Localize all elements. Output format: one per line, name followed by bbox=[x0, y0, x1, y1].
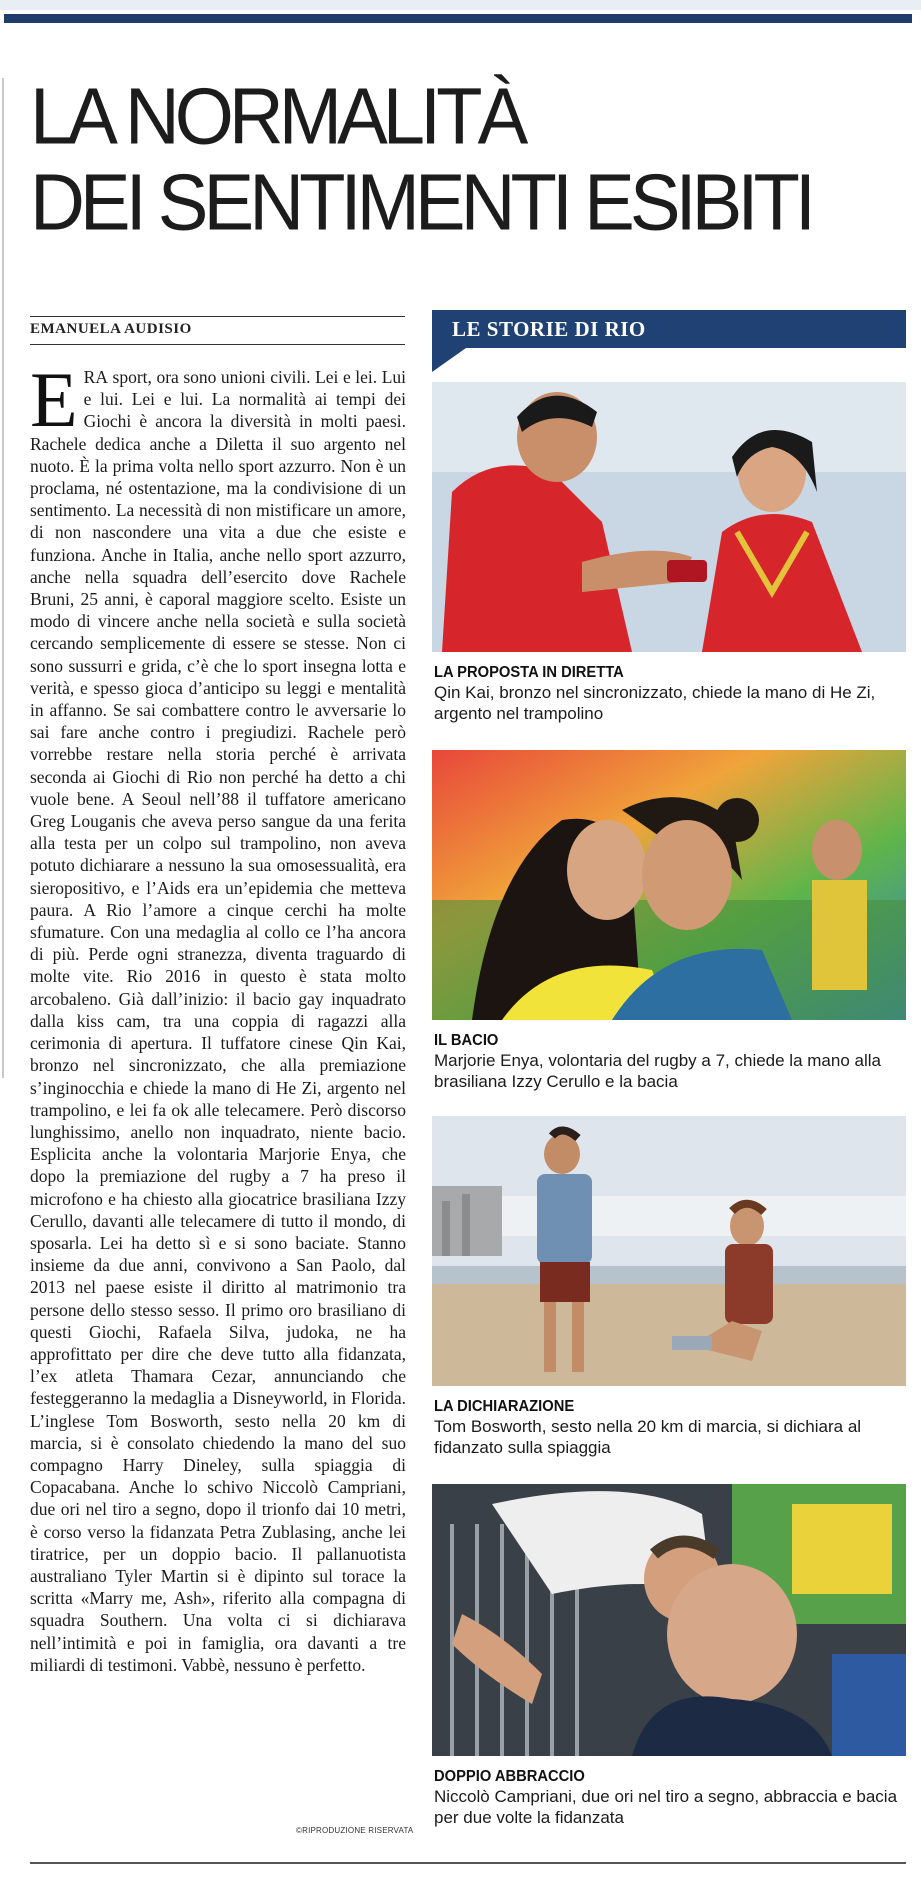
top-rule bbox=[4, 14, 912, 23]
photo-kiss bbox=[432, 750, 906, 1020]
story-caption-3: Tom Bosworth, sesto nella 20 km di marcia, si dichiara al fidanzato sulla spiaggia bbox=[434, 1417, 862, 1457]
photo-beach bbox=[432, 1116, 906, 1386]
photo-double-hug bbox=[432, 1484, 906, 1756]
story-title-3: LA DICHIARAZIONE bbox=[434, 1398, 575, 1415]
story-caption-2: Marjorie Enya, volontaria del rugby a 7, chiede la mano alla brasiliana Izzy Cerullo e la bacia bbox=[434, 1051, 881, 1091]
headline-line-1: LA NORMALITÀ bbox=[30, 71, 524, 162]
story-title-4: DOPPIO ABBRACCIO bbox=[434, 1768, 585, 1785]
story-caption-4: Niccolò Campriani, due ori nel tiro a segno, abbraccia e bacia per due volte la fidanzata bbox=[434, 1787, 898, 1827]
story-title-1: LA PROPOSTA IN DIRETTA bbox=[434, 664, 624, 681]
article-text: sport, ora sono unioni civili. Lei e lei. Lui e lui. Lei e lui. La normalità ai tempi dei Giochi è ancora la diversità in molti paesi. Rachele dedica anche a Diletta il suo argento nel nuoto. È la prima volta nello sport azzurro. Non è un proclama, né ostentazione, ma la condivisione di un sentimento. La necessità di non mistificare un amore, di non nascondere una vita a due che esiste e funziona. Anche in Italia, anche nello sport azzurro, anche nella squadra dell’esercito dove Rachele Bruni, 25 anni, è caporal maggiore scelto. Esiste un modo di vincere anche nella società e sulla società cercando semplicemente di essere se stesse. Non ci sono sussurri e grida, c’è che lo sport insegna lotta e verità, e spesso gioca d’anticipo su leggi e mentalità in affanno. Se sai combattere contro le avversarie lo sai fare anche contro i pregiudizi. Rachele però vorrebbe restare nella storia perché è arrivata seconda ai Giochi di Rio non perché ha detto a chi vuole bene. A Seoul nell’88 il tuffatore americano Greg Louganis che aveva perso sangue da una ferita alla testa per un colpo sul trampolino, non aveva potuto dichiarare a nessuno la sua omosessualità, era sieropositivo, e l’Aids era un’epidemia che metteva paura. A Rio l’amore a cinque cerchi ha molte sfumature. Con una medaglia al collo ce l’ha ancora di più. Perde ogni stranezza, diventa traguardo di molte vite. Rio 2016 in questo è stata molto arcobaleno. Già dall’inizio: il bacio gay inquadrato dalla kiss cam, tra una coppia di ragazzi alla cerimonia di apertura. Il tuffatore cinese Qin Kai, bronzo nel sincronizzato, che alla premiazione s’inginocchia e chiede la mano di He Zi, argento nel trampolino, e lei fa ok alle telecamere. Però discorso lunghissimo, anello non inquadrato, niente bacio. Esplicita anche la volontaria Marjorie Enya, che dopo la premiazione del rugby a 7 ha preso il microfono e ha chiesto alla giocatrice brasiliana Izzy Cerullo, davanti alle telecamere di tutto il mondo, di sposarla. Lei ha detto sì e si sono baciate. Stanno insieme da due anni, convivono a San Paolo, dal 2013 nel paese esiste il diritto al matrimonio tra persone dello stesso sesso. Il primo oro brasiliano di questi Giochi, Rafaela Silva, judoka, ne ha approfittato per dire che deve tutto alla fidanzata, l’ex atleta Thamara Cezar, annunciando che festeggeranno la medaglia a Disneyworld, in Florida. L’inglese Tom Bosworth, sesto nella 20 km di marcia, si è consolato chiedendo la mano del suo compagno Harry Dineley, sulla spiaggia di Copacabana. Anche lo schivo Niccolò Campriani, due ori nel tiro a segno, dopo il trionfo dai 10 metri, è corso verso la fidanzata Petra Zublasing, anche lei tiratrice, per un doppio bacio. Il pallanuotista australiano Tyler Martin si è dipinto sul torace la scritta «Marry me, Ash», riferito alla compagna di squadra Southern. Una volta ci si dichiarava nell’intimità e poi in famiglia, ora davanti a tre miliardi di testimoni. Vabbè, nessuno è perfetto. bbox=[30, 367, 406, 1675]
photo-proposal bbox=[432, 382, 906, 652]
author-byline: EMANUELA AUDISIO bbox=[30, 321, 192, 337]
article-paragraph bbox=[30, 356, 406, 1676]
article-lead: RA bbox=[83, 367, 108, 387]
bottom-rule bbox=[30, 1862, 906, 1864]
story-title-2: IL BACIO bbox=[434, 1032, 499, 1049]
copyright-notice: ©RIPRODUZIONE RISERVATA bbox=[296, 1826, 414, 1835]
headline bbox=[30, 71, 890, 248]
sidebar-title: LE STORIE DI RIO bbox=[432, 310, 906, 348]
story-caption-1: Qin Kai, bronzo nel sincronizzato, chiede la mano di He Zi, argento nel trampolino bbox=[434, 683, 876, 723]
headline-line-2: DEI SENTIMENTI ESIBITI bbox=[30, 158, 811, 248]
author-rule-top bbox=[30, 316, 405, 317]
author-rule-bottom bbox=[30, 344, 405, 345]
left-rule bbox=[2, 78, 4, 1078]
sidebar-title-pointer bbox=[432, 348, 466, 372]
drop-cap: E bbox=[30, 356, 78, 443]
top-margin bbox=[0, 0, 921, 10]
article-body bbox=[30, 356, 406, 1676]
